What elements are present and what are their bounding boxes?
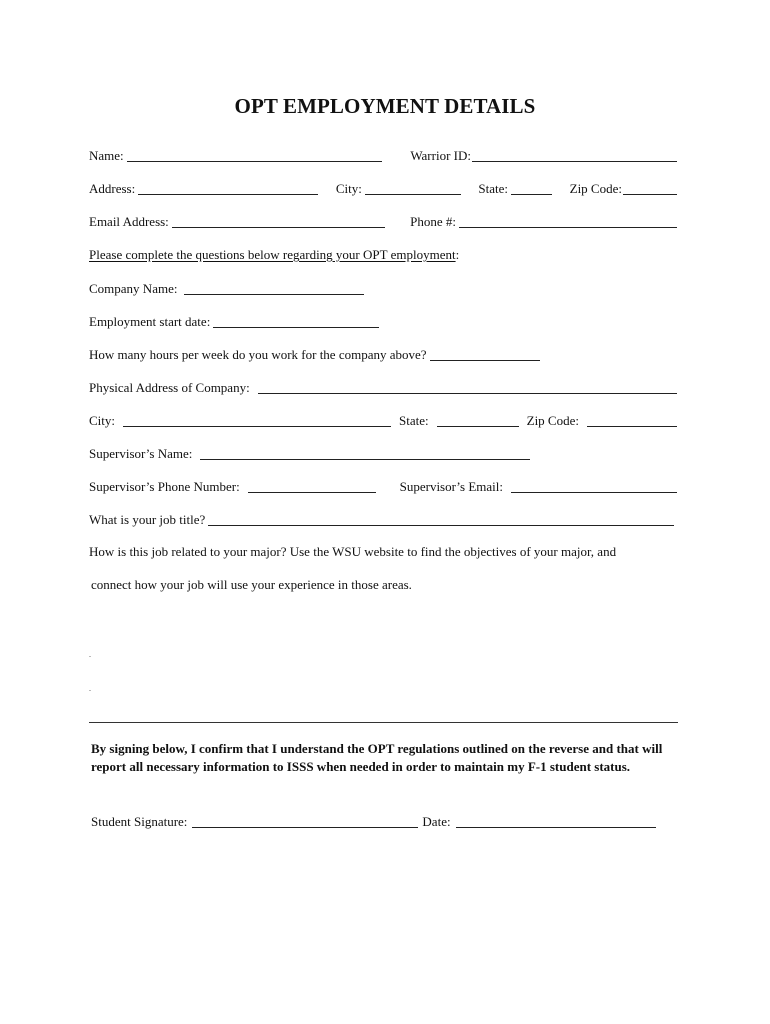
instructions-text: Please complete the questions below regarding your OPT employment	[89, 247, 456, 262]
signature-label: Student Signature:	[91, 814, 188, 829]
row-address	[89, 180, 677, 198]
company-name-label: Company Name:	[89, 281, 178, 296]
address-field[interactable]	[138, 182, 318, 195]
major-question-line2: connect how your job will use your experience in those areas.	[91, 577, 412, 592]
row-supervisor-name	[89, 445, 677, 463]
zip-field[interactable]	[623, 182, 677, 195]
row-signature	[91, 813, 666, 831]
signature-field[interactable]	[192, 815, 418, 828]
supervisor-name-label: Supervisor’s Name:	[89, 446, 193, 461]
supervisor-email-label: Supervisor’s Email:	[399, 479, 503, 494]
company-zip-field[interactable]	[587, 414, 677, 427]
hours-field[interactable]	[430, 348, 540, 361]
warrior-id-field[interactable]	[472, 149, 677, 162]
company-state-label: State:	[399, 413, 429, 428]
company-name-field[interactable]	[184, 282, 364, 295]
company-state-field[interactable]	[437, 414, 519, 427]
job-title-label: What is your job title?	[89, 512, 206, 527]
name-field[interactable]	[127, 149, 382, 162]
answer-line[interactable]	[89, 722, 678, 723]
phone-field[interactable]	[459, 215, 677, 228]
company-zip-label: Zip Code:	[526, 413, 579, 428]
company-city-field[interactable]	[123, 414, 391, 427]
job-title-field[interactable]	[208, 513, 674, 526]
instructions-colon: :	[455, 247, 460, 262]
address-label: Address:	[89, 181, 136, 196]
email-label: Email Address:	[89, 214, 169, 229]
phone-label: Phone #:	[410, 214, 456, 229]
certification-text: By signing below, I confirm that I understand the OPT regulations outlined on the reverse and that will report all necessary information to ISSS when needed in order to maintain my F-1 student status.	[91, 741, 663, 774]
page-title: OPT EMPLOYMENT DETAILS	[234, 94, 536, 118]
date-field[interactable]	[456, 815, 656, 828]
supervisor-email-field[interactable]	[511, 480, 677, 493]
faint-mark	[89, 690, 91, 691]
supervisor-phone-label: Supervisor’s Phone Number:	[89, 479, 240, 494]
row-company-name	[89, 280, 677, 298]
start-date-field[interactable]	[213, 315, 379, 328]
supervisor-phone-field[interactable]	[248, 480, 376, 493]
row-supervisor-contact	[89, 478, 677, 496]
faint-mark	[89, 656, 91, 657]
state-label: State:	[478, 181, 509, 196]
row-job-title	[89, 511, 674, 529]
company-address-field[interactable]	[258, 381, 677, 394]
warrior-id-label: Warrior ID:	[410, 148, 471, 163]
company-address-label: Physical Address of Company:	[89, 380, 250, 395]
row-start-date	[89, 313, 677, 331]
date-label: Date:	[422, 814, 451, 829]
row-name	[89, 147, 677, 165]
state-field[interactable]	[511, 182, 552, 195]
major-question-line1: How is this job related to your major? Use the WSU website to find the objectives of your major, and	[89, 544, 617, 559]
zip-label: Zip Code:	[569, 181, 622, 196]
company-city-label: City:	[89, 413, 116, 428]
row-company-address	[89, 379, 677, 397]
row-company-city	[89, 412, 677, 430]
city-label: City:	[335, 181, 362, 196]
start-date-label: Employment start date:	[89, 314, 211, 329]
hours-label: How many hours per week do you work for the company above?	[89, 347, 427, 362]
name-label: Name:	[89, 148, 124, 163]
city-field[interactable]	[365, 182, 461, 195]
instructions	[89, 247, 677, 265]
supervisor-name-field[interactable]	[200, 447, 530, 460]
row-email	[89, 213, 677, 231]
email-field[interactable]	[172, 215, 385, 228]
row-hours	[89, 346, 677, 364]
